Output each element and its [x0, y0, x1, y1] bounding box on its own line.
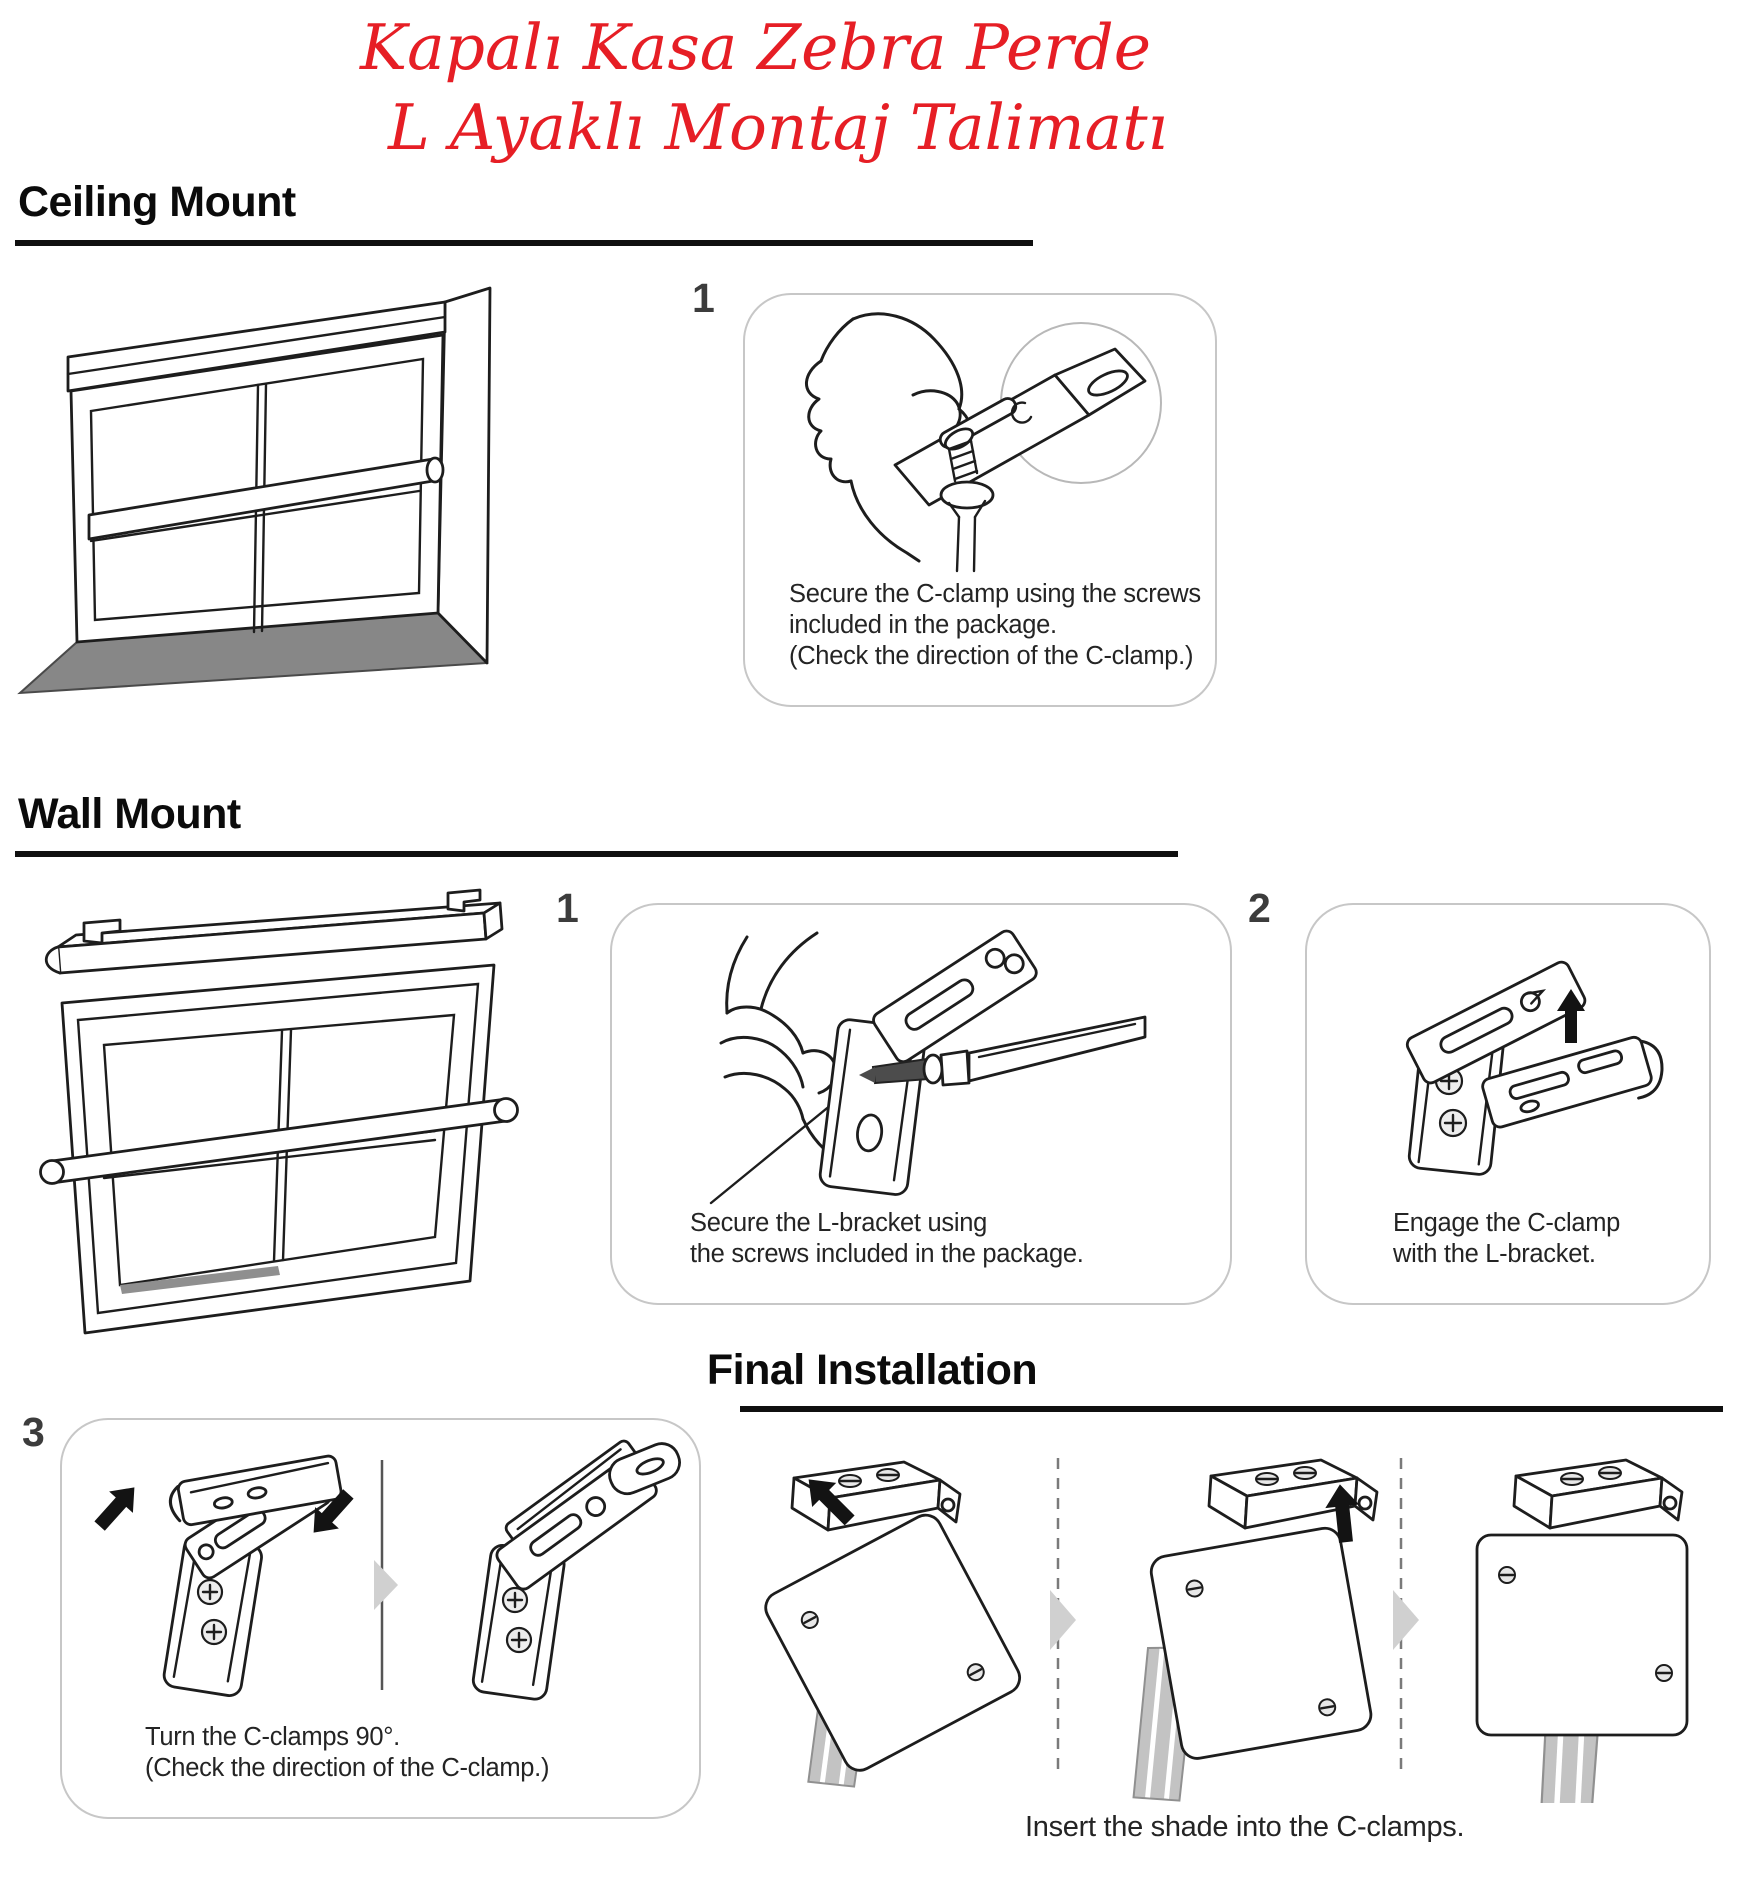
- wall-step-1-caption: [690, 1208, 1084, 1270]
- section-divider-ceiling: [15, 240, 1033, 246]
- ceiling-step-1-box: [743, 293, 1217, 707]
- insert-shade-step-b: [1134, 1460, 1377, 1801]
- shade-cassette: [46, 890, 502, 973]
- c-clamp: [1209, 1460, 1377, 1528]
- c-clamp: [1481, 1031, 1670, 1138]
- ceiling-step-1-caption: [789, 579, 1201, 672]
- ceiling-step-1-number: 1: [692, 275, 715, 321]
- progress-arrow: [1050, 1590, 1076, 1650]
- shade-cassette-panel: [760, 1510, 1025, 1776]
- c-clamp: [1514, 1460, 1682, 1528]
- shade-cassette-panel: [1149, 1526, 1374, 1761]
- ceiling-step-1-illustration-hand-cclamp-screw: [763, 303, 1198, 573]
- c-clamp-bracket: [895, 349, 1145, 505]
- bracket-before-turn: [88, 1455, 361, 1697]
- section-heading-wall-mount: Wall Mount: [18, 790, 241, 838]
- wall-step-1-box: [610, 903, 1232, 1305]
- step-3-caption: [145, 1722, 549, 1784]
- wall-step-2-caption: [1393, 1208, 1620, 1270]
- step-3-box: [60, 1418, 701, 1819]
- wall-step-2-box: [1305, 903, 1711, 1305]
- ceiling-window-illustration: [15, 275, 505, 705]
- caption-line: Insert the shade into the C-clamps.: [1025, 1811, 1465, 1843]
- page-title-line-1: Kapalı Kasa Zebra Perde: [360, 11, 1152, 84]
- caption-line: the screws included in the package.: [690, 1240, 1084, 1268]
- section-divider-wall: [15, 851, 1178, 857]
- bracket-after-turn: [472, 1438, 685, 1700]
- insert-shade-step-c: [1477, 1460, 1687, 1803]
- caption-line: Turn the C-clamps 90°.: [145, 1723, 400, 1751]
- caption-line: with the L-bracket.: [1393, 1240, 1596, 1268]
- wall-step-2-illustration-cclamp-engaging-lbracket: [1335, 943, 1680, 1183]
- rotate-arrow: [88, 1477, 147, 1537]
- shade-cassette-panel: [1477, 1535, 1687, 1735]
- final-installation-sequence-illustration: [740, 1448, 1754, 1803]
- page-title-line-2: L Ayaklı Montaj Talimatı: [388, 91, 1168, 164]
- step-3-number: 3: [22, 1409, 45, 1455]
- wall-step-2-number: 2: [1248, 885, 1271, 931]
- progress-arrow: [374, 1560, 398, 1610]
- caption-line: (Check the direction of the C-clamp.): [789, 642, 1194, 670]
- caption-line: included in the package.: [789, 611, 1057, 639]
- insert-shade-step-a: [760, 1462, 1025, 1787]
- section-heading-final-installation: Final Installation: [706, 1346, 1038, 1394]
- caption-line: Engage the C-clamp: [1393, 1209, 1621, 1237]
- caption-line: Secure the C-clamp using the screws: [789, 580, 1201, 608]
- section-divider-final: [740, 1406, 1723, 1412]
- section-heading-ceiling-mount: Ceiling Mount: [18, 178, 296, 226]
- progress-arrow: [1393, 1590, 1419, 1650]
- caption-line: Secure the L-bracket using: [690, 1209, 987, 1237]
- wall-step-1-illustration-hand-lbracket-screwdriver: [677, 925, 1167, 1210]
- wall-step-1-number: 1: [556, 885, 579, 931]
- caption-line: (Check the direction of the C-clamp.): [145, 1754, 550, 1782]
- wall-window-illustration: [28, 885, 540, 1347]
- final-installation-caption: [1025, 1811, 1465, 1843]
